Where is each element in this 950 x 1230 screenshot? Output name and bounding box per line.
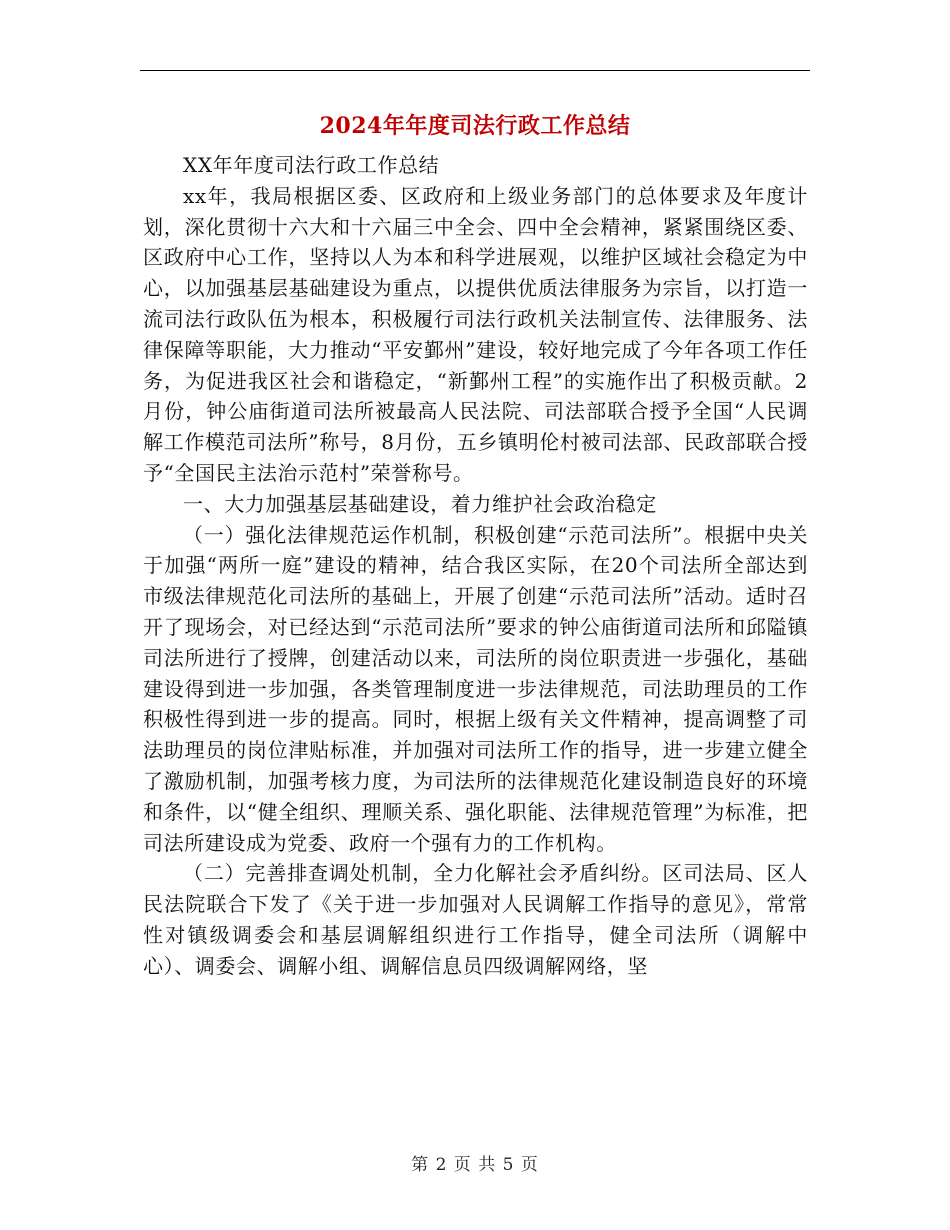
paragraph-subtitle: XX年年度司法行政工作总结 <box>183 153 440 177</box>
paragraph-section-1-2: （二）完善排查调处机制，全力化解社会矛盾纠纷。区司法局、区人民法院联合下发了《关于进一步加强对人民调解工作指导的意见》，常常性对镇级调委会和基层调解组织进行工作指导，健全司法所（调解中心）、调委会、调解小组、调解信息员四级调解网络，坚 <box>143 861 808 978</box>
section-heading-1: 一、大力加强基层基础建设，着力维护社会政治稳定 <box>183 491 657 516</box>
document-title: 2024年年度司法行政工作总结 <box>319 113 631 139</box>
header-divider <box>140 70 810 71</box>
page-number: 第 2 页 共 5 页 <box>411 1155 539 1175</box>
document-body <box>143 150 808 982</box>
paragraph-section-1-1: （一）强化法律规范运作机制，积极创建“示范司法所”。根据中央关于加强“两所一庭”建设的精神，结合我区实际，在20个司法所全部达到市级法律规范化司法所的基础上，开展了创建“示范司法所”活动。适时召开了现场会，对已经达到“示范司法所”要求的钟公庙街道司法所和邱隘镇司法所进行了授牌，创建活动以来，司法所的岗位职责进一步强化，基础建设得到进一步加强，各类管理制度进一步法律规范，司法助理员的工作积极性得到进一步的提高。同时，根据上级有关文件精神，提高调整了司法助理员的岗位津贴标准，并加强对司法所工作的指导，进一步建立健全了激励机制，加强考核力度，为司法所的法律规范化建设制造良好的环境和条件，以“健全组织、理顺关系、强化职能、法律规范管理”为标准，把司法所建设成为党委、政府一个强有力的工作机构。 <box>143 522 808 855</box>
paragraph-intro: xx年，我局根据区委、区政府和上级业务部门的总体要求及年度计划，深化贯彻十六大和十六届三中全会、四中全会精神，紧紧围绕区委、区政府中心工作，坚持以人为本和科学进展观，以维护区域社会稳定为中心，以加强基层基础建设为重点，以提供优质法律服务为宗旨，以打造一流司法行政队伍为根本，积极履行司法行政机关法制宣传、法律服务、法律保障等职能，大力推动“平安鄞州”建设，较好地完成了今年各项工作任务，为促进我区社会和谐稳定，“新鄞州工程”的实施作出了积极贡献。2月份，钟公庙街道司法所被最高人民法院、司法部联合授予全国“人民调解工作模范司法所”称号，8月份，五乡镇明伦村被司法部、民政部联合授予“全国民主法治示范村”荣誉称号。 <box>143 183 808 485</box>
